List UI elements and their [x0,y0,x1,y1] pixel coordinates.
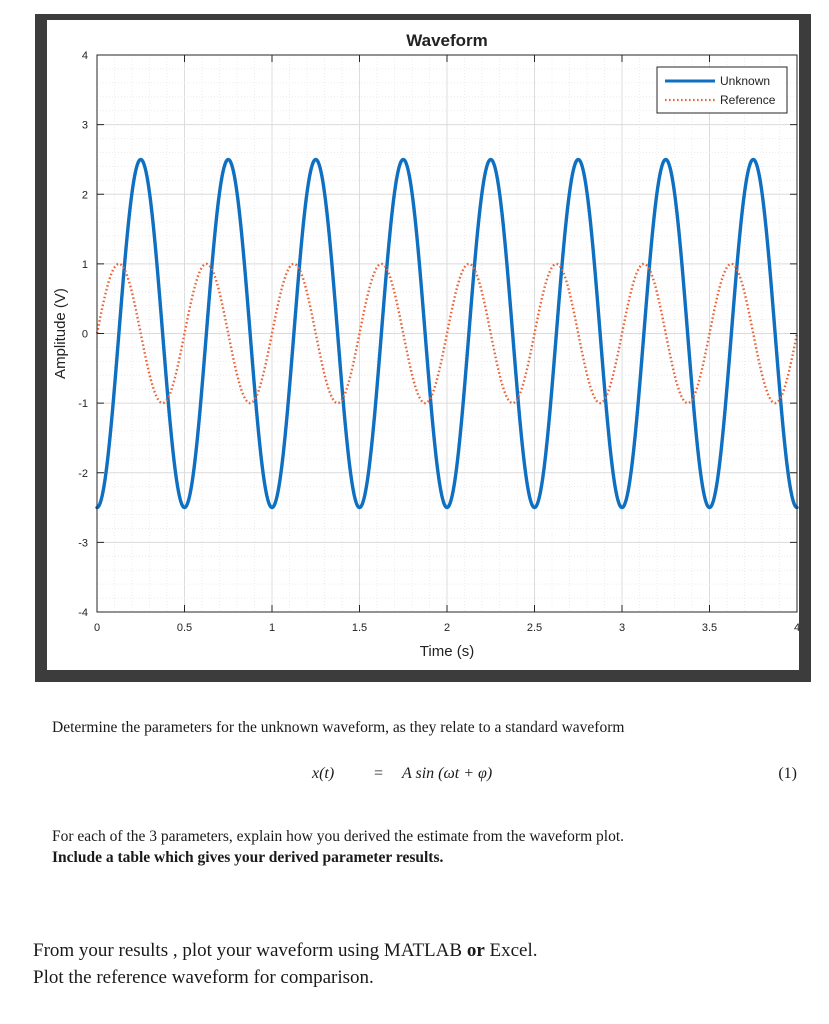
y-tick-label: -2 [78,467,88,480]
formula [52,765,797,789]
chart-title: Waveform [406,31,488,50]
x-axis-label: Time (s) [419,643,475,660]
formula-rhs: A sin (ωt + φ) [402,765,493,782]
y-tick-label: 1 [81,258,88,271]
explain-text: For each of the 3 parameters, explain how you derived the estimate from the waveform plot. [52,828,625,845]
y-tick-label: -4 [78,607,88,619]
y-tick-label: 4 [81,50,88,62]
y-tick-label: -1 [78,398,88,411]
waveform-chart [47,20,799,670]
legend-label-reference: Reference [720,93,776,107]
y-tick-label: 0 [81,328,88,341]
grid [97,55,797,612]
x-tick-label: 0.5 [176,622,193,634]
x-tick-label: 0 [93,622,101,634]
x-tick-label: 1.5 [351,622,368,634]
x-tick-label: 2 [443,622,451,634]
task-line-1 [33,937,538,964]
task-line-2: Plot the reference waveform for comparison. [33,967,374,988]
intro-text: Determine the parameters for the unknown waveform, as they relate to a standard waveform [52,719,625,736]
task-line-1-part-c: Excel. [484,940,538,961]
task-line-1-or: or [466,940,485,961]
formula-lhs: x(t) [312,765,335,782]
x-tick-label: 3 [618,622,626,634]
y-tick-label: -3 [78,537,88,550]
task-line-1-part-a: From your results , plot your waveform using MATLAB [33,940,467,961]
figure-canvas [47,20,799,670]
x-tick-label: 2.5 [526,622,543,634]
x-tick-label: 4 [793,622,801,634]
x-tick-label: 3.5 [701,622,718,634]
legend-label-unknown: Unknown [720,74,771,88]
figure-frame [35,14,811,682]
x-tick-label: 1 [268,622,276,634]
y-tick-label: 2 [81,189,88,202]
y-tick-label: 3 [81,119,88,132]
legend [657,67,787,113]
y-axis-label: Amplitude (V) [52,288,69,379]
formula-equals: = [374,765,384,782]
formula-number: (1) [778,765,797,782]
explain-text-bold: Include a table which gives your derived parameter results. [52,849,444,866]
axis-ticks [78,50,800,634]
